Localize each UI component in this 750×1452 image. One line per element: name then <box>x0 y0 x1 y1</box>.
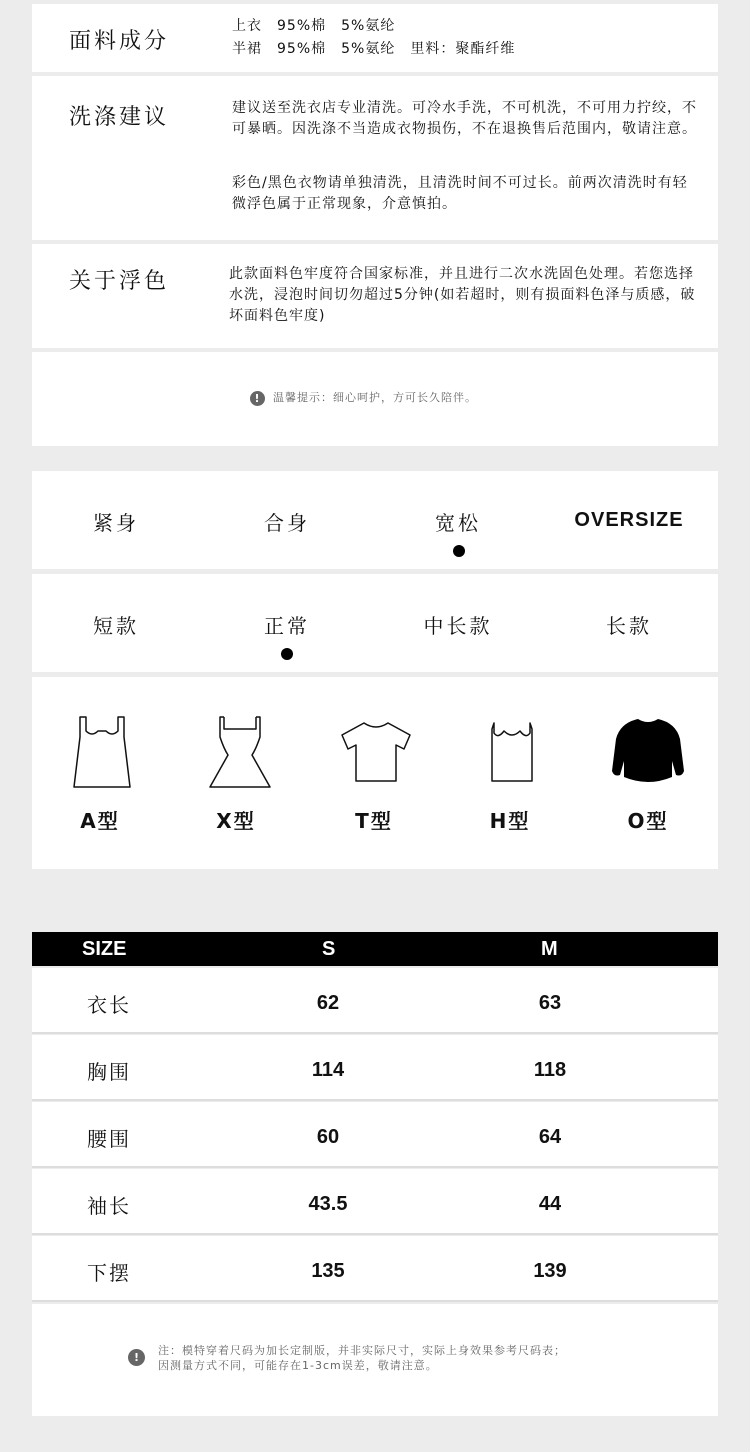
exclamation-icon: ! <box>128 1349 145 1366</box>
fabric-line-1: 上衣 95%棉 5%氨纶 <box>232 18 396 34</box>
table-row <box>32 1035 718 1101</box>
table-row <box>32 1102 718 1168</box>
measure-note-line-1: 注：模特穿着尺码为加长定制版，并非实际尺寸，实际上身效果参考尺码表； <box>158 1344 566 1357</box>
size-header-s: S <box>322 938 336 960</box>
row-value-s: 62 <box>316 992 340 1014</box>
a-line-dress-icon <box>70 715 134 791</box>
shape-label-x: X型 <box>216 809 256 833</box>
size-table-header <box>32 932 718 966</box>
fabric-line-2: 半裙 95%棉 5%氨纶 里料：聚酯纤维 <box>232 41 516 57</box>
table-row <box>32 1236 718 1302</box>
h-line-tank-icon <box>488 719 536 785</box>
row-value-s: 114 <box>311 1059 345 1081</box>
fabric-title: 面料成分 <box>69 29 170 54</box>
shape-label-o: O型 <box>627 809 669 833</box>
length-option-short: 短款 <box>93 614 139 638</box>
row-label: 袖长 <box>87 1194 131 1218</box>
fading-text: 此款面料色牢度符合国家标准，并且进行二次水洗固色处理。若您选择水洗，浸泡时间切勿超过5分钟(如若超时，则有损面料色泽与质感，破坏面料色牢度) <box>229 266 696 324</box>
row-label: 胸围 <box>87 1060 131 1084</box>
care-tip-panel <box>32 352 718 446</box>
row-value-m: 139 <box>533 1260 567 1282</box>
length-panel <box>32 574 718 672</box>
length-option-midlong: 中长款 <box>423 614 493 638</box>
fit-option-loose: 宽松 <box>435 511 481 535</box>
o-shape-sweater-icon <box>610 717 686 789</box>
washing-title: 洗涤建议 <box>69 105 170 130</box>
length-selected-dot <box>281 648 293 660</box>
fit-selected-dot <box>453 545 465 557</box>
row-label: 腰围 <box>87 1127 131 1151</box>
care-tip-text: 温馨提示：细心呵护，方可长久陪伴。 <box>273 391 477 404</box>
shape-label-h: H型 <box>489 809 531 833</box>
row-label: 下摆 <box>87 1261 131 1285</box>
fit-option-oversize: OVERSIZE <box>574 509 684 531</box>
measure-note-panel <box>32 1304 718 1416</box>
measure-note-line-2: 因测量方式不同，可能存在1-3cm误差，敬请注意。 <box>158 1359 438 1372</box>
x-line-dress-icon <box>208 715 272 791</box>
fading-panel <box>32 244 718 348</box>
length-option-long: 长款 <box>606 614 652 638</box>
row-value-m: 44 <box>538 1193 562 1215</box>
row-value-s: 43.5 <box>308 1193 348 1215</box>
shape-label-a: A型 <box>80 809 120 833</box>
washing-para-2: 彩色/黑色衣物请单独清洗，且清洗时间不可过长。前两次清洗时有轻微浮色属于正常现象，介意慎拍。 <box>232 175 688 212</box>
fading-title: 关于浮色 <box>69 269 170 294</box>
row-value-s: 60 <box>316 1126 340 1148</box>
fit-option-tight: 紧身 <box>93 511 139 535</box>
fabric-panel <box>32 4 718 72</box>
table-row <box>32 1169 718 1235</box>
size-header-m: M <box>541 938 558 960</box>
care-tip <box>250 389 477 406</box>
row-value-m: 64 <box>538 1126 562 1148</box>
exclamation-icon: ! <box>250 391 265 406</box>
washing-para-1: 建议送至洗衣店专业清洗。可冷水手洗，不可机洗，不可用力拧绞，不可暴晒。因洗涤不当造成衣物损伤，不在退换售后范围内，敬请注意。 <box>232 100 697 137</box>
length-option-normal: 正常 <box>264 614 310 638</box>
shape-label-t: T型 <box>355 809 393 833</box>
row-value-m: 118 <box>533 1059 567 1081</box>
table-row <box>32 968 718 1034</box>
row-value-s: 135 <box>311 1260 345 1282</box>
row-label: 衣长 <box>87 993 131 1017</box>
size-header-label: SIZE <box>82 938 127 960</box>
shape-panel <box>32 677 718 869</box>
row-value-m: 63 <box>538 992 562 1014</box>
washing-panel <box>32 76 718 240</box>
fit-panel <box>32 471 718 569</box>
t-shirt-icon <box>340 719 412 785</box>
fit-option-regular: 合身 <box>264 511 310 535</box>
